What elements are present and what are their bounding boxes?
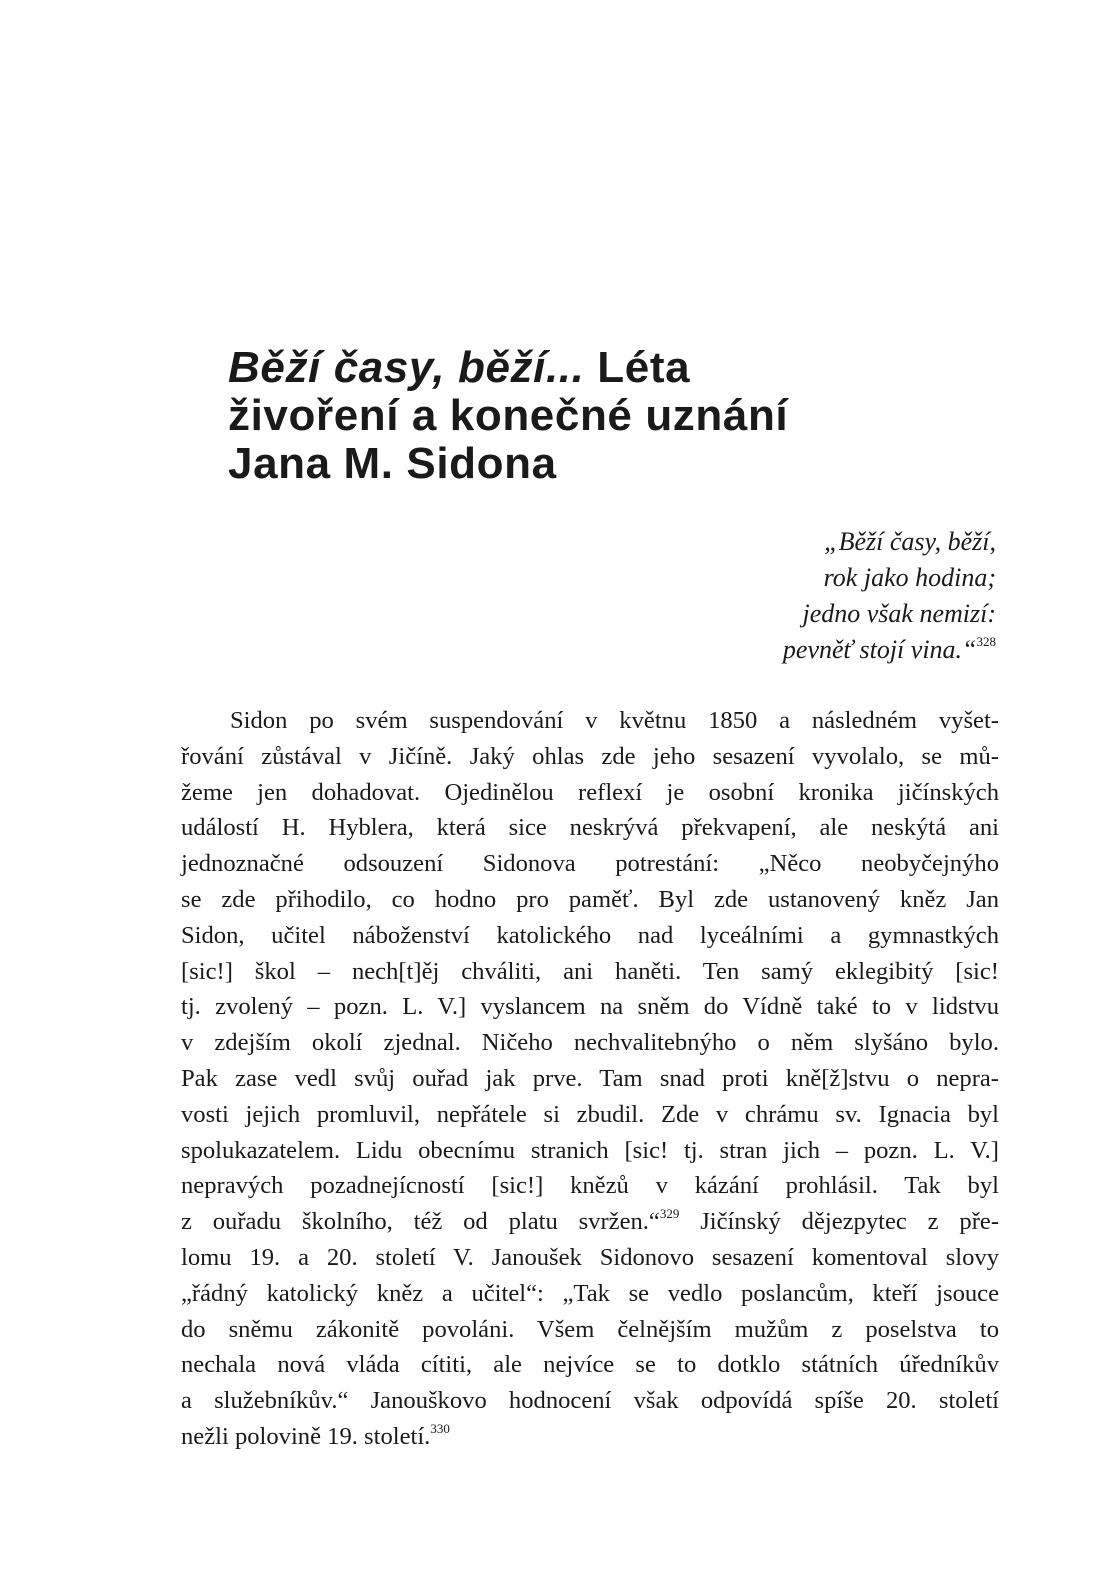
- body-line: řování zůstával v Jičíně. Jaký ohlas zde jeho sesazení vyvolalo, se mů-: [181, 742, 999, 770]
- chapter-title-line-1: [228, 344, 988, 392]
- body-line: Sidon, učitel náboženství katolického nad lyceálními a gymnastkých: [181, 921, 999, 949]
- footnote-ref-328[interactable]: 328: [976, 634, 996, 650]
- body-line: do sněmu zákonitě povoláni. Všem čelnějším mužům z poselstva to: [181, 1315, 999, 1343]
- chapter-title-line-1-rest: Léta: [584, 343, 691, 392]
- motto-line-last: [496, 632, 996, 668]
- body-line: událostí H. Hyblera, která sice neskrývá překvapení, ale neskýtá ani: [181, 814, 999, 842]
- body-line: „řádný katolický kněz a učitel“: „Tak se vedlo poslancům, kteří jsouce: [181, 1279, 999, 1307]
- footnote-ref-329[interactable]: 329: [659, 1205, 680, 1221]
- motto-line: „Běží časy, běží,: [824, 527, 996, 556]
- motto-line: rok jako hodina;: [823, 563, 996, 592]
- body-line-part: Jičínský dějezpytec z pře-: [679, 1208, 1000, 1236]
- body-line: tj. zvolený – pozn. L. V.] vyslancem na sněm do Vídně také to v lidstvu: [181, 993, 999, 1021]
- body-line: spolukazatelem. Lidu obecnímu stranich [sic! tj. stran jich – pozn. L. V.]: [181, 1136, 999, 1164]
- body-line: nepravých pozadnejícností [sic!] knězů v kázání prohlásil. Tak byl: [181, 1172, 999, 1200]
- chapter-title-line-3: Jana M. Sidona: [228, 439, 557, 488]
- body-line: žeme jen dohadovat. Ojedinělou reflexí je osobní kronika jičínských: [181, 778, 999, 806]
- chapter-title: [228, 344, 988, 488]
- body-line: lomu 19. a 20. století V. Janoušek Sidonovo sesazení komentoval slovy: [181, 1243, 999, 1271]
- chapter-title-line-2: živoření a konečné uznání: [228, 391, 789, 440]
- body-line-part: nežli polovině 19. století.: [181, 1422, 431, 1450]
- motto-line: jedno však nemizí:: [802, 599, 996, 628]
- chapter-title-italic: Běží časy, běží...: [228, 343, 585, 392]
- body-line: Pak zase vedl svůj ouřad jak prve. Tam snad proti kně[ž]stvu o nepra-: [181, 1064, 999, 1092]
- footnote-ref-330[interactable]: 330: [430, 1420, 450, 1436]
- motto-line-text: pevněť stojí vina.“: [782, 635, 977, 664]
- body-line: v zdejším okolí zjednal. Ničeho nechvalitebnýho o něm slyšáno bylo.: [181, 1029, 999, 1057]
- body-paragraph: [181, 703, 999, 1455]
- body-line-part: z ouřadu školního, též od platu svržen.“: [181, 1208, 660, 1236]
- motto-quote: [496, 524, 996, 668]
- body-line: vosti jejich promluvil, nepřátele si zbudil. Zde v chrámu sv. Ignacia byl: [181, 1100, 999, 1128]
- body-line: Sidon po svém suspendování v květnu 1850 a následném vyšet-: [230, 707, 999, 734]
- body-line: nechala nová vláda cítiti, ale nejvíce se to dotklo státních úředníkův: [181, 1351, 999, 1379]
- body-line: jednoznačné odsouzení Sidonova potrestání: „Něco neobyčejnýho: [181, 850, 999, 878]
- body-line-with-footnote-329: [181, 1204, 999, 1240]
- body-line-with-footnote-330: [181, 1419, 999, 1455]
- body-line: se zde přihodilo, co hodno pro paměť. Byl zde ustanovený kněz Jan: [181, 885, 999, 913]
- body-line: [sic!] škol – nech[t]ěj chváliti, ani haněti. Ten samý eklegibitý [sic!: [181, 957, 999, 985]
- body-line: a služebníkův.“ Janouškovo hodnocení však odpovídá spíše 20. století: [181, 1387, 999, 1415]
